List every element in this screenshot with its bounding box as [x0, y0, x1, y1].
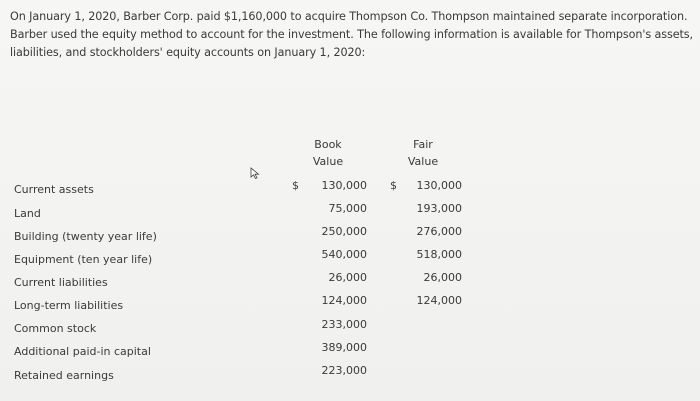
row-label-retained-earnings: Retained earnings: [14, 369, 114, 382]
book-value-header: [305, 136, 351, 170]
book-value-additional-paid-in-capital: 389,000: [321, 341, 367, 354]
fair-value-current-assets: 130,000: [416, 179, 462, 192]
row-label-additional-paid-in-capital: Additional paid-in capital: [14, 345, 151, 358]
fair-header-line1: Fair: [413, 138, 433, 151]
book-header-line1: Book: [314, 138, 342, 151]
row-label-equipment: Equipment (ten year life): [14, 253, 153, 266]
book-value-land: 75,000: [328, 202, 367, 215]
row-label-current-assets: Current assets: [14, 183, 94, 196]
fair-value-land: 193,000: [416, 202, 462, 215]
fair-value-header: [401, 136, 445, 170]
row-label-current-liabilities: Current liabilities: [14, 276, 108, 289]
book-currency-sign: $: [292, 179, 299, 192]
fair-value-current-liabilities: 26,000: [423, 271, 462, 284]
book-value-common-stock: 233,000: [321, 318, 367, 331]
book-header-line2: Value: [312, 155, 344, 168]
problem-statement: On January 1, 2020, Barber Corp. paid $1,160,000 to acquire Thompson Co. Thompson maintained separate incorporation. Barber used the equity method to account for the investment. The following information is available for Thompson's assets, liabilities, and stockholders' equity accounts on January 1, 2020:: [10, 10, 693, 59]
book-value-retained-earnings: 223,000: [321, 364, 367, 377]
mouse-pointer-icon: [250, 167, 260, 179]
book-value-current-assets: 130,000: [321, 179, 367, 192]
row-label-land: Land: [14, 207, 41, 220]
fair-value-equipment: 518,000: [416, 248, 462, 261]
book-value-current-liabilities: 26,000: [328, 271, 367, 284]
book-value-equipment: 540,000: [321, 248, 367, 261]
row-label-common-stock: Common stock: [14, 322, 97, 335]
book-value-building: 250,000: [321, 225, 367, 238]
row-label-building: Building (twenty year life): [14, 230, 157, 243]
row-label-long-term-liabilities: Long-term liabilities: [14, 299, 124, 312]
fair-value-building: 276,000: [416, 225, 462, 238]
book-value-long-term-liabilities: 124,000: [321, 294, 367, 307]
fair-header-line2: Value: [407, 155, 439, 168]
fair-currency-sign: $: [390, 179, 397, 192]
fair-value-long-term-liabilities: 124,000: [416, 294, 462, 307]
